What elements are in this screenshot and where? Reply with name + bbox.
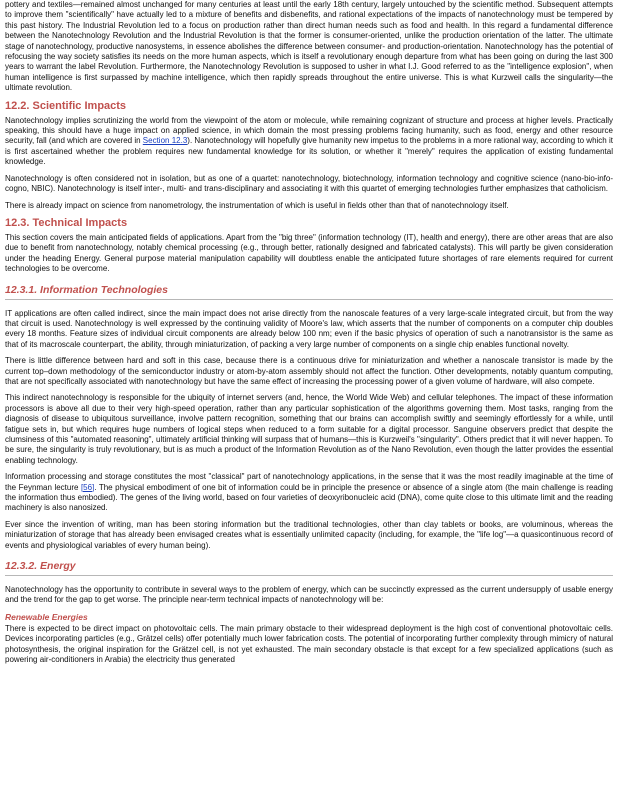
subheading-renewable-energies: Renewable Energies (5, 611, 88, 622)
paragraph-nbic: Nanotechnology is often considered not in isolation, but as one of a quartet: nanotechnology, biotechnology, information technology and cognitive science (nano-bio-info-cogno, NBIC). Nanotechnology is itself inter-, multi- and trans-disciplinary and associating it with this quartet of emerging technologies further emphasizes that catholicism. (5, 173, 613, 194)
paragraph-indirect-nanotech: This indirect nanotechnology is responsible for the ubiquity of internet servers (and, hence, the World Wide Web) and cellular telephones. The impact of these information processors is above all due to their very high-speed operation, rather than any particular sophistication of the algorithms governing them. Most tasks, ranging from the diagnosis of disease to ubiquitous surveillance, involve pattern recognition, something that our brains can accomplish swiftly and seemingly effortlessly for a while, until fatigue sets in, but which requires huge numbers of logical steps when reduced to a form suitable for a digital processor. Sanguine observers predict that despite the clumsiness of this "automated reasoning", ultimately artificial thinking will surpass that of humans—this is Kurzweil's "singularity". Others predict that it will never happen. To be sure, the singularity is truly revolutionary, but is as much a product of the Information Revolution as of the Nano Revolution, even though the latter provides the essential enabling technology. (5, 393, 613, 465)
paragraph-industrial-revolution: pottery and textiles—remained almost unchanged for many centuries at least until the early 18th century, largely untouched by the scientific method. Subsequent attempts to improve them "scientifically" have actually led to a mixture of benefits and disbenefits, and rational expectations of the impacts of nanotechnology must be tempered by this past history. The Industrial Revolution led to a focus on production rather than direct human needs such as food and health. In this regard a fundamental difference between the Nanotechnology Revolution and the Industrial Revolution is that the former is consumer-oriented, unlike the production orientation of the latter. The ultimate stage of nanotechnology, productive nanosystems, in essence abolishes the difference between consumer- and production-orientation. Nanotechnology has the potential of refocusing the way society satisfies its needs on the more human aspects, which is itself a revolutionary enough departure from what has been going on during the last 300 years to warrant the label Revolution. Furthermore, the Nanotechnology Revolution is supposed to usher in what I.J. Good referred to as the "intelligence explosion", when human intelligence is first surpassed by machine intelligence, which then rapidly spreads throughout the entire universe. This is what Kurzweil calls the singularity—the ultimate revolution. (5, 0, 613, 93)
paragraph-it-applications: IT applications are often called indirect, since the main impact does not arise directly from the nanoscale features of a very large-scale integrated circuit, but from the way that circuit is used. Nanotechnology is well expressed by the continuing validity of Moore's law, which asserts that the number of components on a computer chip doubles every 18 months. Feature sizes of individual circuit components are already below 100 nm; even if the basic physics of operation of such a nanotransistor is the same as that of its macroscale counterpart, the ability, through miniaturization, of packing a very large number of components on a single chip enables functional novelty. (5, 308, 613, 349)
section-12-3-link[interactable]: Section 12.3 (142, 136, 188, 146)
paragraph-nanometrology: There is already impact on science from nanometrology, the instrumentation of which is useful in fields other than that of nanotechnology itself. (5, 200, 509, 210)
paragraph-hard-soft: There is little difference between hard and soft in this case, because there is a continuous drive for miniaturization and whether a nanoscale transistor is made by the current top–down methodology of the semiconductor industry or atom-by-atom assembly should not affect the function. Other developments, notably quantum computing, that are not specifically associated with nanotechnology but have the same effect of increasing the processing power of a given volume of hardware, will also compete. (5, 356, 613, 386)
subsection-heading-information-technologies: 12.3.1. Information Technologies (5, 283, 168, 296)
paragraph-text: ). Nanotechnology will hopefully give humanity new impetus to the problems in a more rational way, according to which it is first ascertained whether the problem requires new fundamental knowledge for its solution, or whether it "merely" requires the application of existing fundamental knowledge. (5, 136, 613, 167)
paragraph-writing-storage: Ever since the invention of writing, man has been storing information but the traditional technologies, other than clay tablets or books, are voluminous, whereas the miniaturization of storage that has already been envisaged creates what is essentially unlimited capacity (including, for example, the "life log"—a quasicontinuous record of events and physiological variables of every human being). (5, 519, 613, 550)
paragraph-photovoltaic: There is expected to be direct impact on photovoltaic cells. The main primary obstacle to their widespread deployment is the high cost of conventional photovoltaic cells. Devices incorporating particles (e.g., Grätzel cells) offer potentially much lower fabrication costs. The potential of incorporating further complexity through mimicry of natural photosynthesis, the original inspiration for the Grätzel cell, is not yet exhausted. The main secondary obstacle is that except for a few specialized applications (such as powering air-conditioners in Arabia) the electricity thus generated (5, 623, 613, 665)
section-heading-technical-impacts: 12.3. Technical Impacts (5, 216, 128, 229)
subsection-divider (5, 575, 613, 576)
subsection-divider (5, 299, 613, 300)
reference-56-link[interactable]: [56] (80, 482, 95, 492)
paragraph-energy-intro: Nanotechnology has the opportunity to contribute in several ways to the problem of energy, which can be succinctly expressed as the current undersupply of usable energy and the trend for the gap to get worse. The principle near-term technical impacts of nanotechnology will be: (5, 585, 613, 605)
paragraph-scientific-impacts (5, 116, 613, 168)
paragraph-text: . The physical embodiment of one bit of information could be in principle the presence or absence of a single atom (the main challenge is reading the information thus embodied). The genes of the living world, based on four varieties of deoxyribonucleic acid (DNA), come quite close to this ultimate limit and the reading machinery is also nanosized. (5, 482, 613, 513)
paragraph-technical-impacts: This section covers the main anticipated fields of applications. Apart from the "big three" (information technology (IT), health and energy), there are other areas that are also due to benefit from nanotechnology, notably chemical processing (e.g., through better, rationally designed and fabricated catalysts). This will partly be given consideration under the heading Energy. General purpose material manipulation capability will doubtless enable the anticipated future shortages of rare elements required for current technologies to be overcome. (5, 232, 613, 274)
subsection-heading-energy: 12.3.2. Energy (5, 560, 76, 573)
paragraph-text: Nanotechnology implies scrutinizing the world from the viewpoint of the atom or molecule, while remaining cognizant of structure and process at higher levels. Practically speaking, this should have a huge impact on applied science, in which domain the most pressing problems facing humanity, such as food, energy and other resource security, fall (and which are covered in (5, 115, 613, 146)
paragraph-information-storage (5, 472, 613, 514)
section-heading-scientific-impacts: 12.2. Scientific Impacts (5, 99, 127, 112)
paragraph-text: Information processing and storage constitutes the most "classical" part of nanotechnology applications, in the sense that it was the most readily imaginable at the time of the Feynman lecture (5, 472, 613, 492)
